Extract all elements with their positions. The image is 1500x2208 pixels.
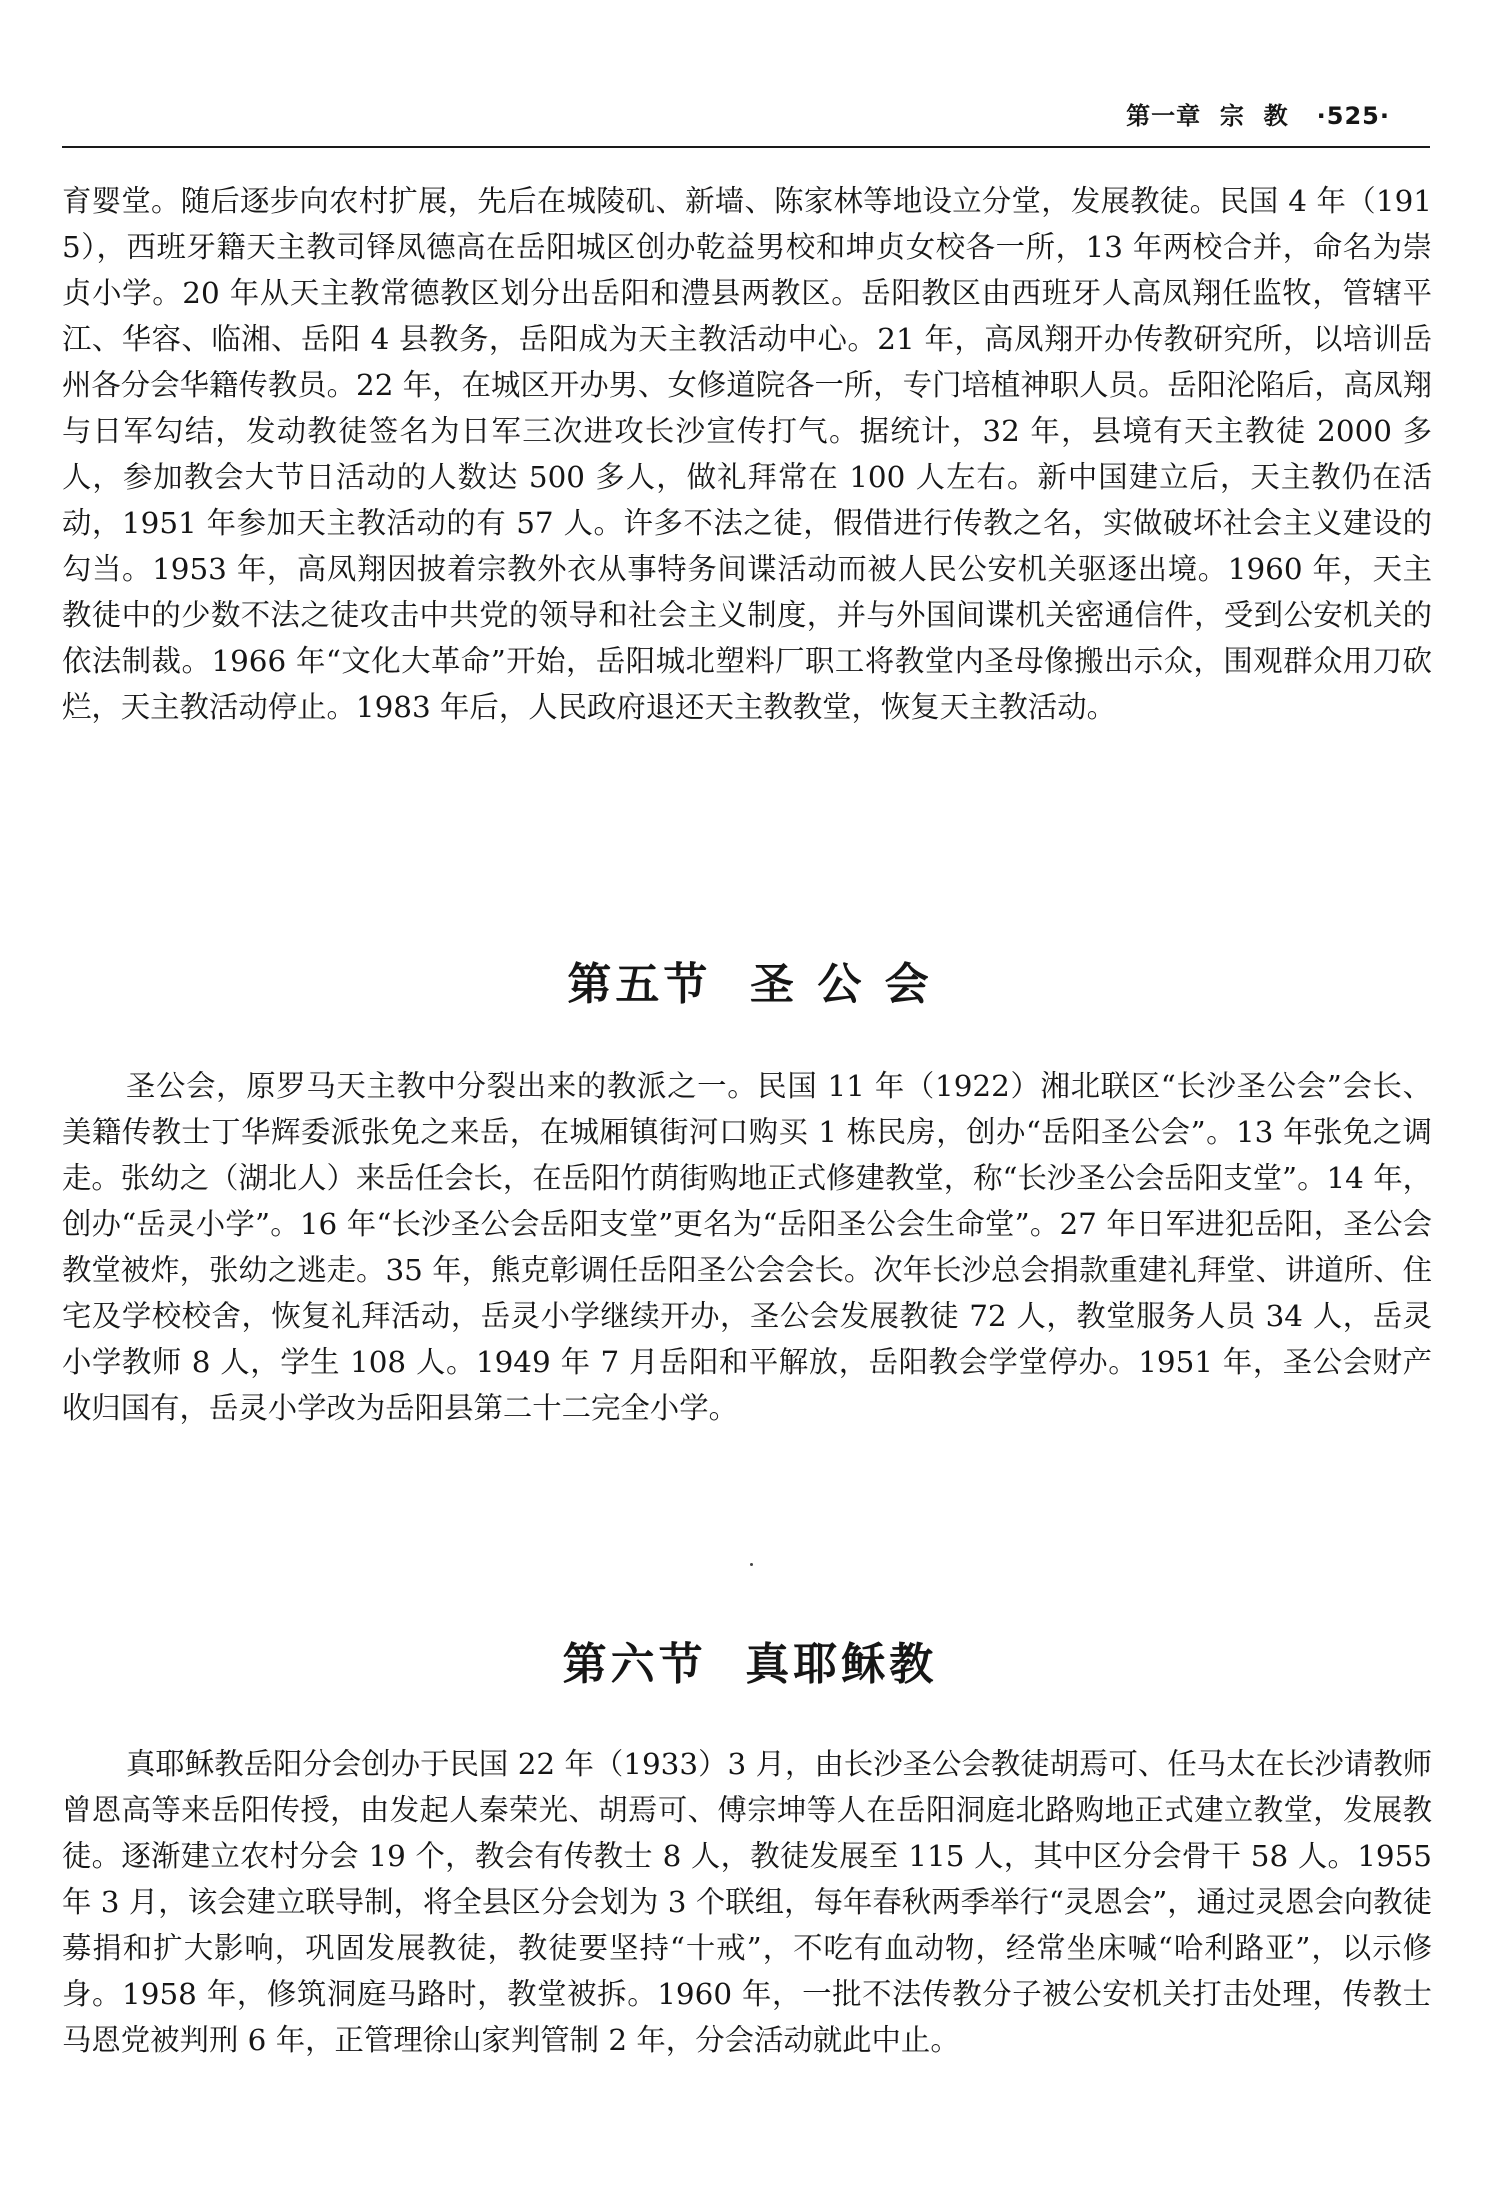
chapter-page-heading: 第一章 宗 教 ·525· — [1126, 102, 1390, 130]
paragraph-text: 育婴堂。随后逐步向农村扩展，先后在城陵矶、新墙、陈家林等地设立分堂，发展教徒。民国 4 年（1915），西班牙籍天主教司铎凤德高在岳阳城区创办乾益男校和坤贞女校各一所，13 年两校合并，命名为崇贞小学。20 年从天主教常德教区划分出岳阳和澧县两教区。岳阳教区由西班牙人高凤翔任监牧，管辖平江、华容、临湘、岳阳 4 县教务，岳阳成为天主教活动中心。21 年，高凤翔开办传教研究所，以培训岳州各分会华籍传教员。22 年，在城区开办男、女修道院各一所，专门培植神职人员。岳阳沦陷后，高凤翔与日军勾结，发动教徒签名为日军三次进攻长沙宣传打气。据统计，32 年，县境有天主教徒 2000 多人，参加教会大节日活动的人数达 500 多人，做礼拜常在 100 人左右。新中国建立后，天主教仍在活动，1951 年参加天主教活动的有 57 人。许多不法之徒，假借进行传教之名，实做破坏社会主义建设的勾当。1953 年，高凤翔因披着宗教外衣从事特务间谍活动而被人民公安机关驱逐出境。1960 年，天主教徒中的少数不法之徒攻击中共党的领导和社会主义制度，并与外国间谍机关密通信件，受到公安机关的依法制裁。1966 年“文化大革命”开始，岳阳城北塑料厂职工将教堂内圣母像搬出示众，围观群众用刀砍烂，天主教活动停止。1983 年后，人民政府退还天主教教堂，恢复天主教活动。 — [62, 184, 1432, 724]
body-paragraph-anglican — [62, 1063, 1432, 1431]
paragraph-text: 真耶稣教岳阳分会创办于民国 22 年（1933）3 月，由长沙圣公会教徒胡焉可、任马太在长沙请教师曾恩高等来岳阳传授，由发起人秦荣光、胡焉可、傅宗坤等人在岳阳洞庭北路购地正式建立教堂，发展教徒。逐渐建立农村分会 19 个，教会有传教士 8 人，教徒发展至 115 人，其中区分会骨干 58 人。1955 年 3 月，该会建立联导制，将全县区分会划为 3 个联组，每年春秋两季举行“灵恩会”，通过灵恩会向教徒募捐和扩大影响，巩固发展教徒，教徒要坚持“十戒”，不吃有血动物，经常坐床喊“哈利路亚”，以示修身。1958 年，修筑洞庭马路时，教堂被拆。1960 年，一批不法传教分子被公安机关打击处理，传教士马恩党被判刑 6 年，正管理徐山家判管制 2 年，分会活动就此中止。 — [62, 1747, 1432, 2057]
body-paragraph-true-jesus-church — [62, 1741, 1432, 2063]
running-header — [62, 92, 1430, 148]
body-paragraph-catholic-continued — [62, 178, 1432, 730]
section-title-true-jesus-church: 第六节 真耶稣教 — [562, 1639, 938, 1690]
paragraph-text: 圣公会，原罗马天主教中分裂出来的教派之一。民国 11 年（1922）湘北联区“长沙圣公会”会长、美籍传教士丁华辉委派张免之来岳，在城厢镇街河口购买 1 栋民房，创办“岳阳圣公会”。13 年张免之调走。张幼之（湖北人）来岳任会长，在岳阳竹荫街购地正式修建教堂，称“长沙圣公会岳阳支堂”。14 年，创办“岳灵小学”。16 年“长沙圣公会岳阳支堂”更名为“岳阳圣公会生命堂”。27 年日军进犯岳阳，圣公会教堂被炸，张幼之逃走。35 年，熊克彰调任岳阳圣公会会长。次年长沙总会捐款重建礼拜堂、讲道所、住宅及学校校舍，恢复礼拜活动，岳灵小学继续开办，圣公会发展教徒 72 人，教堂服务人员 34 人，岳灵小学教师 8 人，学生 108 人。1949 年 7 月岳阳和平解放，岳阳教会学堂停办。1951 年，圣公会财产收归国有，岳灵小学改为岳阳县第二十二完全小学。 — [62, 1069, 1432, 1425]
section-title-anglican: 第五节 圣 公 会 — [567, 959, 933, 1010]
scan-speck — [750, 1563, 753, 1566]
